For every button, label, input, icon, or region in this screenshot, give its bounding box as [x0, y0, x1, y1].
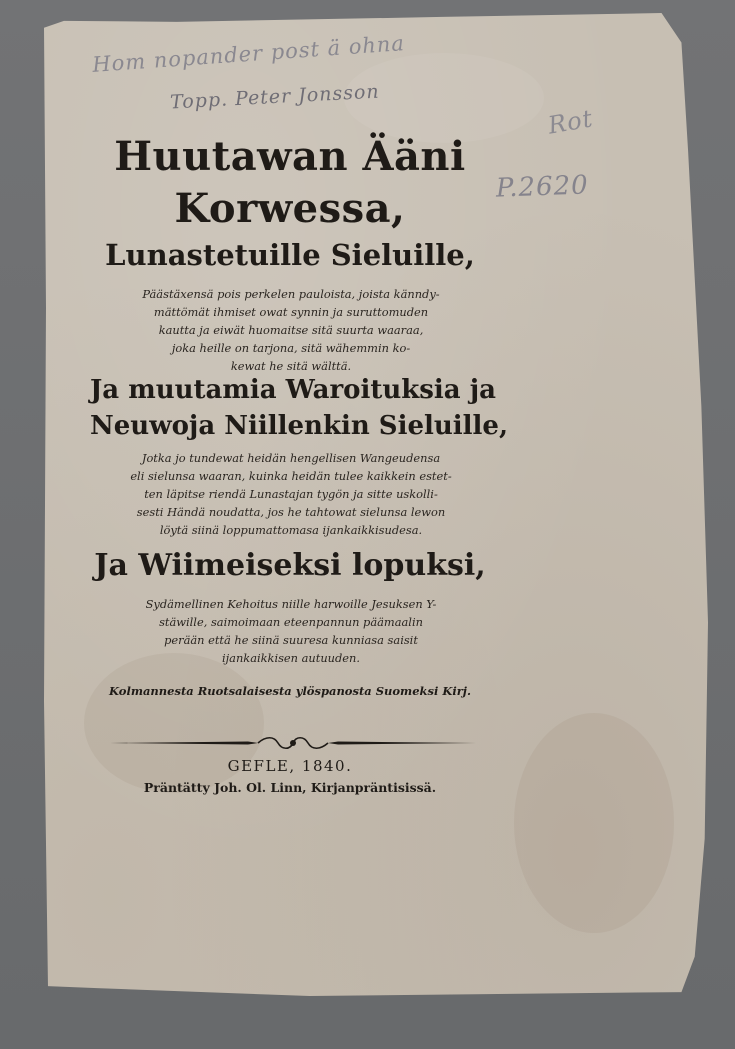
intro-paragraph — [96, 285, 486, 375]
title-line-3: Lunastetuille Sieluille, — [105, 238, 475, 272]
final-line: Sydämellinen Kehoitus niille harwoille Jesuksen Y- — [145, 597, 437, 611]
second-line: Jotka jo tundewat heidän hengellisen Wangeudensa — [141, 451, 441, 465]
second-line: eli sielunsa waaran, kuinka heidän tulee kaikkein estet- — [130, 469, 452, 483]
intro-line: mättömät ihmiset owat synnin ja suruttomuden — [153, 305, 429, 319]
final-line: ijankaikkisen autuuden. — [222, 651, 360, 665]
title-line-1: Huutawan Ääni — [114, 133, 466, 180]
subtitle-line-2: Neuwoja Niillenkin Sieluille, — [90, 411, 509, 441]
final-heading: Ja Wiimeiseksi lopuksi, — [94, 548, 486, 583]
ornamental-rule — [108, 735, 478, 751]
handwritten-note-top: Hom nopander post ä ohna — [91, 31, 406, 77]
paper-stain — [514, 713, 674, 933]
second-line: löytä siinä loppumattomasa ijankaikkisudesa. — [159, 523, 423, 537]
intro-line: kautta ja eiwät huomaitse sitä suurta waaraa, — [158, 323, 424, 337]
subtitle-line-1: Ja muutamia Waroituksia ja — [90, 375, 496, 405]
second-line: ten läpitse riendä Lunastajan tygön ja sitte uskolli- — [144, 487, 438, 501]
final-line: stäwille, saimoimaan eteenpannun päämaalin — [159, 615, 423, 629]
second-paragraph — [96, 449, 486, 539]
final-paragraph — [96, 595, 486, 667]
intro-line: kewat he sitä wälttä. — [230, 359, 352, 373]
edition-note: Kolmannesta Ruotsalaisesta ylöspanosta Suomeksi Kirj. — [109, 684, 471, 698]
handwritten-owner-name: Topp. Peter Jonsson — [169, 80, 381, 114]
handwritten-catalog-number: P.2620 — [495, 170, 590, 204]
handwritten-note-right: Rot — [545, 104, 596, 140]
intro-line: joka heille on tarjona, sitä wähemmin ko- — [171, 341, 411, 355]
second-line: sesti Händä noudatta, jos he tahtowat sielunsa lewon — [136, 505, 446, 519]
final-line: perään että he siinä suuresa kunniasa saisit — [164, 633, 418, 647]
title-line-2: Korwessa, — [174, 185, 406, 232]
place-and-year: GEFLE, 1840. — [227, 757, 353, 775]
printer-line: Präntätty Joh. Ol. Linn, Kirjanpräntisissä. — [143, 780, 437, 795]
intro-line: Päästäxensä pois perkelen pauloista, joista känndy- — [142, 287, 440, 301]
